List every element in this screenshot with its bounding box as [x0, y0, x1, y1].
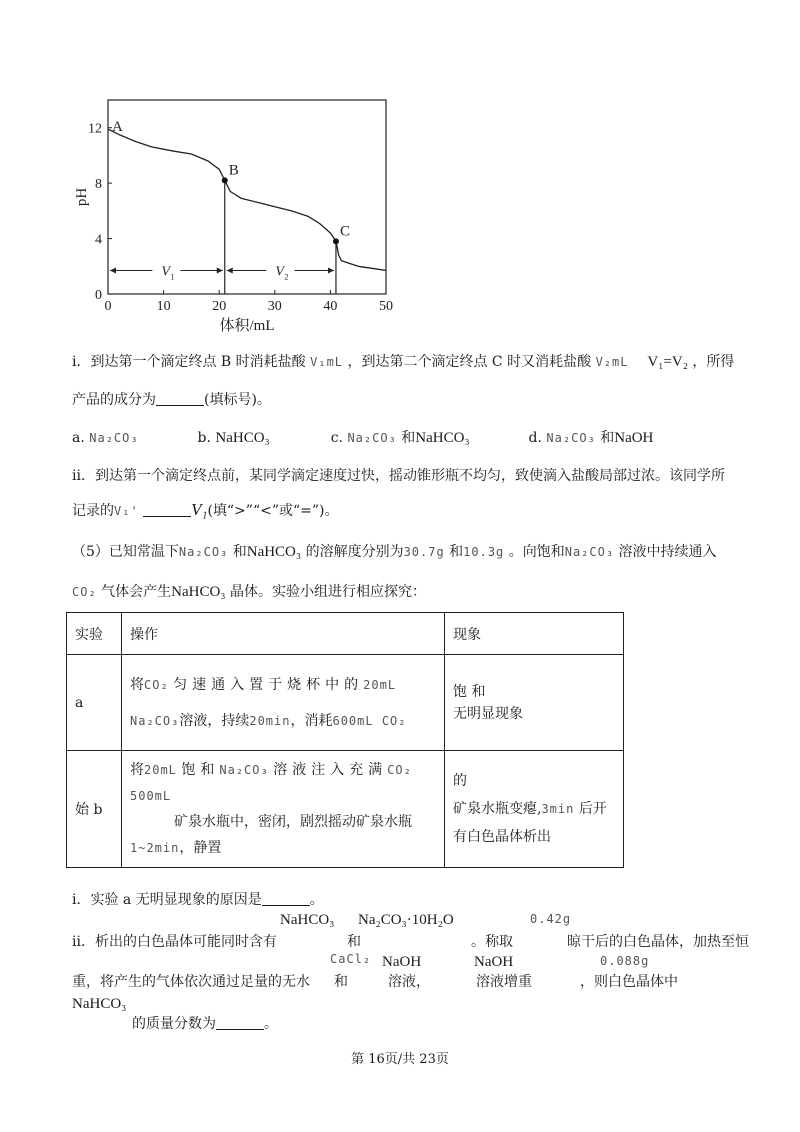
phenomenon-cell: 的 矿泉水瓶变瘪,3min 后开 有白色晶体析出	[445, 751, 624, 868]
point-label-a: A	[112, 119, 123, 136]
question-i-line1	[72, 352, 734, 372]
volume-label-sub: 1	[170, 272, 175, 282]
y-tick-label: 8	[95, 177, 102, 193]
question-i-text-3: ，所得	[692, 354, 735, 370]
table-row	[67, 751, 624, 868]
point-label-b: B	[228, 162, 239, 179]
question-last-ii-line1: ii．析出的白色晶体可能同时含有 和 。称取 晾干后的白色晶体，加热至恒	[72, 934, 749, 950]
formula-v2-ml: V₂mL	[595, 355, 629, 369]
x-tick-label: 50	[379, 299, 393, 314]
question-ii-hint: (填“>”“<”或“=”)。	[207, 503, 339, 519]
x-tick-label: 10	[156, 299, 171, 314]
question-i-text: i．到达第一个滴定终点 B 时消耗盐酸	[72, 354, 306, 370]
question-last-ii-line3: 的质量分数为 。	[132, 1016, 278, 1032]
operation-cell: 将CO₂ 匀速通入置于烧杯中的20mL Na₂CO₃溶液，持续20min，消耗600mL CO₂	[122, 655, 445, 751]
point-b	[222, 177, 228, 183]
titration-curve	[108, 129, 386, 270]
page-footer: 第 16页/共 23页	[351, 1052, 449, 1067]
section-5-line1: （5）已知常温下Na₂CO₃ 和NaHCO₃ 的溶解度分别为30.7g 和10.3g 。向饱和Na₂CO₃ 溶液中持续通入	[72, 544, 717, 560]
table-header: 操作	[122, 613, 445, 655]
volume-arrow-head	[227, 267, 233, 273]
volume-arrow-head	[110, 267, 116, 273]
y-axis-label: pH	[74, 187, 90, 207]
question-i-hint: (填标号)。	[204, 392, 271, 408]
volume-arrow-head	[328, 267, 334, 273]
x-tick-label: 40	[323, 299, 338, 314]
experiment-table	[66, 612, 624, 868]
table-header: 实验	[67, 613, 122, 655]
question-last-ii-line2: 重，将产生的气体依次通过足量的无水 和 溶液， 溶液增重 ，则白色晶体中	[72, 974, 678, 990]
formula-nahco3-2: NaHCO₃	[72, 996, 127, 1012]
option-a: a. Na₂CO₃	[72, 430, 139, 446]
plot-frame	[108, 100, 386, 294]
formula-hydrate: Na₂CO₃·10H₂O	[358, 912, 454, 928]
answer-blank[interactable]	[156, 391, 204, 406]
option-d: d. Na₂CO₃ 和NaOH	[528, 430, 654, 446]
section-5-line2: CO₂ 气体会产生NaHCO₃ 晶体。实验小组进行相应探究：	[72, 584, 426, 600]
question-ii-text: 记录的	[72, 503, 114, 519]
formula-naoh-2: NaOH	[474, 954, 514, 970]
volume-label-v1: V	[161, 264, 170, 280]
answer-blank[interactable]	[216, 1015, 264, 1030]
table-header: 现象	[445, 613, 624, 655]
volume-label-v2: V	[275, 264, 284, 280]
formula-v1-prime: V₁'	[114, 504, 139, 518]
formula-v1-ml: V₁mL	[310, 355, 344, 369]
y-tick-label: 0	[95, 288, 102, 303]
question-last-i: i．实验 a 无明显现象的原因是 。	[72, 892, 324, 908]
option-c: c. Na₂CO₃ 和NaHCO₃	[330, 430, 470, 446]
experiment-id: a	[67, 655, 122, 751]
experiment-id: 始 b	[67, 751, 122, 868]
y-tick-label: 12	[88, 121, 102, 137]
question-i-line2	[72, 390, 271, 410]
formula-naoh-1: NaOH	[382, 954, 422, 970]
x-tick-label: 30	[267, 299, 282, 314]
operation-cell: 将20mL 饱和Na₂CO₃ 溶液注入充满CO₂ 500mL 矿泉水瓶中，密闭，剧烈摇动矿泉水瓶 1~2min，静置	[122, 751, 445, 868]
question-i-prompt: 产品的成分为	[72, 392, 156, 408]
formula-mass-042: 0.42g	[530, 912, 572, 926]
answer-blank[interactable]	[143, 502, 191, 517]
x-axis-label: 体积/mL	[219, 318, 275, 334]
formula-cacl2: CaCl₂	[330, 952, 372, 966]
point-label-c: C	[339, 223, 350, 240]
formula-v1-eq-v2: V₁=V₂	[647, 354, 688, 370]
question-ii-line2	[72, 500, 339, 521]
volume-arrow-head	[217, 267, 223, 273]
formula-mass-0088: 0.088g	[600, 954, 650, 968]
titration-chart	[60, 88, 410, 340]
question-ii-line1: ii．到达第一个滴定终点前，某同学滴定速度过快，摇动锥形瓶不均匀，致使滴入盐酸局部过浓。该同学所	[72, 468, 725, 484]
formula-nahco3: NaHCO₃	[280, 912, 335, 928]
phenomenon-cell: 饱 和 无明显现象	[445, 655, 624, 751]
formula-v1: V₁	[191, 500, 208, 519]
y-tick-label: 4	[95, 232, 102, 248]
point-c	[333, 238, 339, 244]
table-header-row	[67, 613, 624, 655]
table-row	[67, 655, 624, 751]
option-row	[72, 428, 653, 448]
option-b: b. NaHCO₃	[197, 430, 270, 446]
x-tick-label: 20	[212, 299, 227, 314]
x-tick-label: 0	[104, 299, 112, 314]
answer-blank[interactable]	[262, 891, 310, 906]
question-i-text-2: ，到达第二个滴定终点 C 时又消耗盐酸	[347, 354, 592, 370]
volume-label-sub: 2	[284, 272, 289, 282]
